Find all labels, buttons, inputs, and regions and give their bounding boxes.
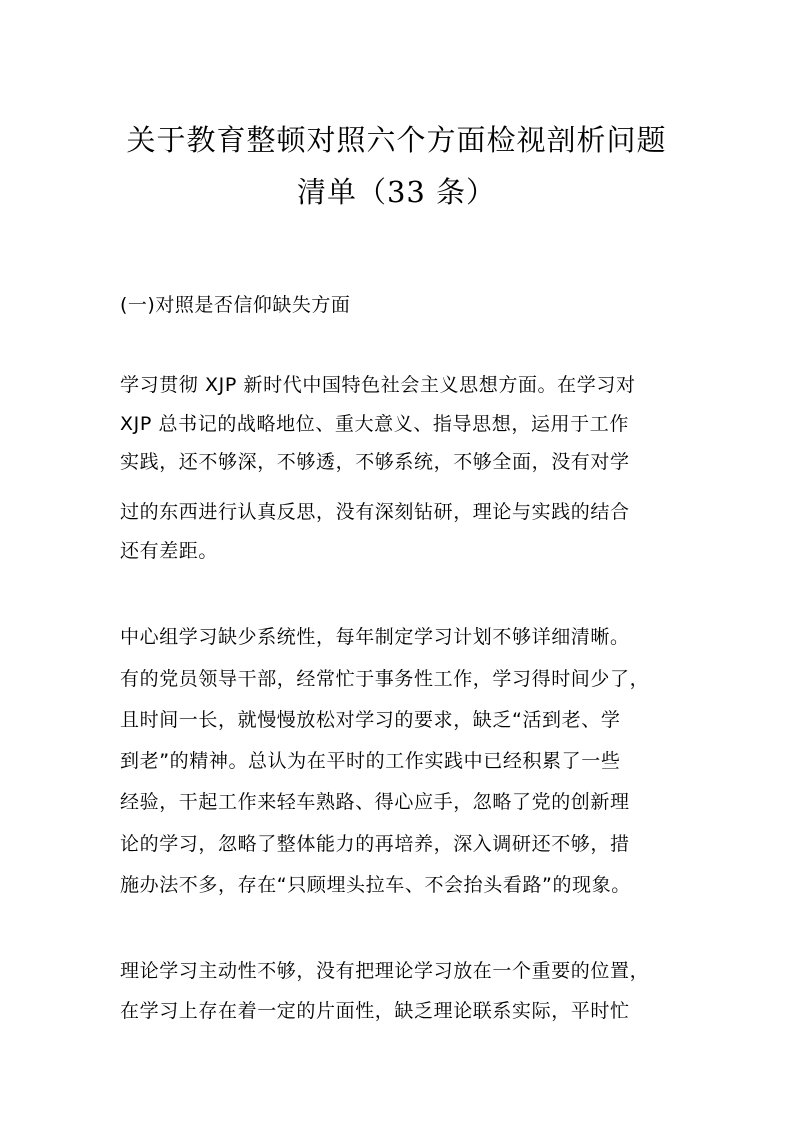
paragraph-2-line-6: 论的学习，忽略了整体能力的再培养，深入调研还不够，措: [120, 833, 630, 855]
document-title-line-1: 关于教育整顿对照六个方面检视剖析问题: [126, 123, 667, 157]
paragraph-2-line-2: 有的党员领导干部，经常忙于事务性工作，学习得时间少了，: [120, 668, 650, 690]
paragraph-2-line-4: 到老”的精神。总认为在平时的工作实践中已经积累了一些: [120, 750, 621, 772]
paragraph-2-line-1: 中心组学习缺少系统性，每年制定学习计划不够详细清晰。: [120, 626, 630, 648]
section-heading: (一)对照是否信仰缺失方面: [120, 294, 351, 316]
paragraph-2-line-3: 且时间一长，就慢慢放松对学习的要求，缺乏“活到老、学: [120, 709, 621, 731]
paragraph-1-line-1: 学习贯彻 XJP 新时代中国特色社会主义思想方面。在学习对: [120, 374, 636, 396]
paragraph-3-line-1: 理论学习主动性不够，没有把理论学习放在一个重要的位置，: [120, 960, 650, 982]
paragraph-1-line-3: 实践，还不够深，不够透，不够系统，不够全面，没有对学: [120, 451, 630, 473]
paragraph-2-line-7: 施办法不多，存在“只顾埋头拉车、不会抬头看路”的现象。: [120, 874, 631, 896]
paragraph-1-line-5: 还有差距。: [120, 540, 219, 562]
document-title-line-2: 清单（33 条）: [296, 175, 497, 209]
paragraph-1-line-2: XJP 总书记的战略地位、重大意义、指导思想，运用于工作: [120, 413, 629, 435]
paragraph-1-line-4: 过的东西进行认真反思，没有深刻钻研，理论与实践的结合: [120, 501, 630, 523]
paragraph-3-line-2: 在学习上存在着一定的片面性，缺乏理论联系实际，平时忙: [120, 1000, 630, 1022]
paragraph-2-line-5: 经验，干起工作来轻车熟路、得心应手，忽略了党的创新理: [120, 791, 630, 813]
